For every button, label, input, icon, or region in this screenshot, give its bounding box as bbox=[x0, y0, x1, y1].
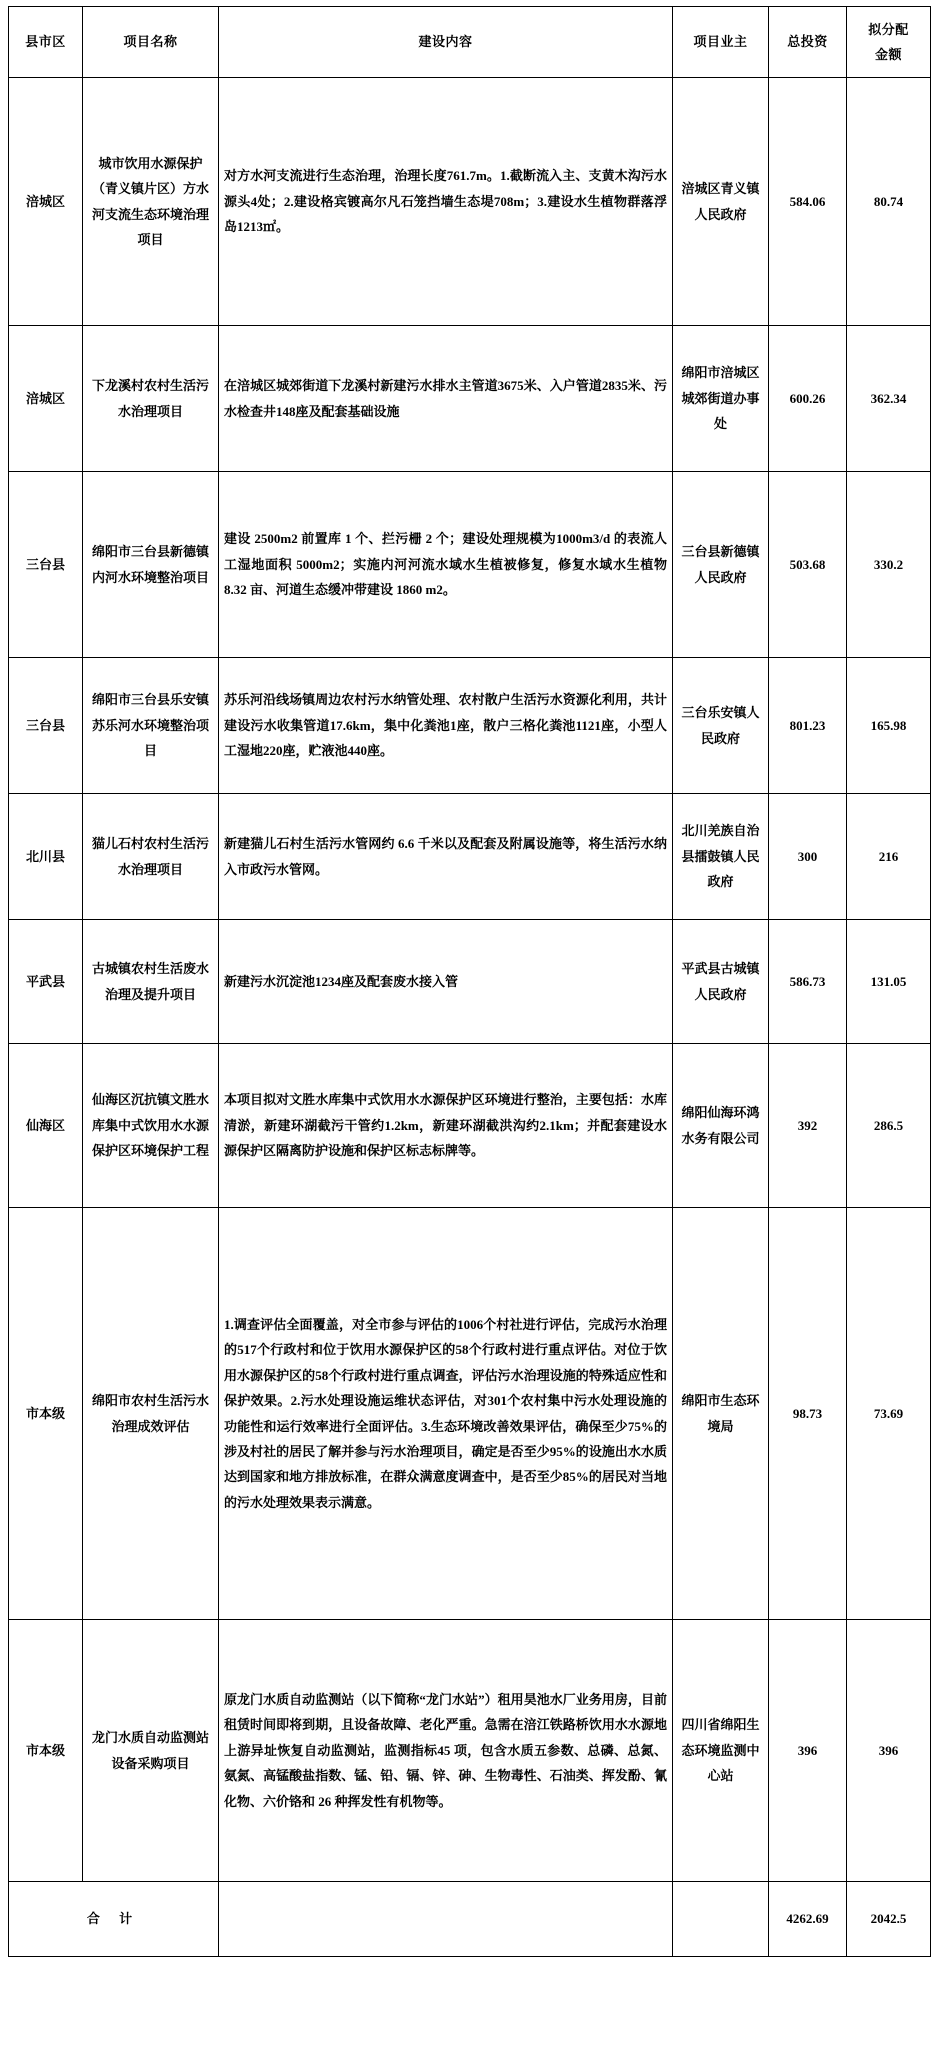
cell-construction-content: 新建猫儿石村生活污水管网约 6.6 千米以及配套及附属设施等，将生活污水纳入市政污水管网。 bbox=[219, 794, 673, 920]
cell-total-investment: 600.26 bbox=[769, 326, 847, 472]
cell-total-investment: 392 bbox=[769, 1044, 847, 1208]
total-investment-value: 4262.69 bbox=[769, 1882, 847, 1957]
cell-project-owner: 绵阳仙海环鸿水务有限公司 bbox=[673, 1044, 769, 1208]
cell-total-investment: 503.68 bbox=[769, 472, 847, 658]
header-project-owner: 项目业主 bbox=[673, 7, 769, 78]
cell-county: 市本级 bbox=[9, 1620, 83, 1882]
cell-project-name: 绵阳市农村生活污水治理成效评估 bbox=[83, 1208, 219, 1620]
cell-project-name: 城市饮用水源保护（青义镇片区）方水河支流生态环境治理项目 bbox=[83, 78, 219, 326]
cell-planned-allocation: 396 bbox=[847, 1620, 931, 1882]
cell-planned-allocation: 330.2 bbox=[847, 472, 931, 658]
cell-project-name: 猫儿石村农村生活污水治理项目 bbox=[83, 794, 219, 920]
cell-total-investment: 586.73 bbox=[769, 920, 847, 1044]
cell-project-owner: 三台县新德镇人民政府 bbox=[673, 472, 769, 658]
cell-construction-content: 新建污水沉淀池1234座及配套废水接入管 bbox=[219, 920, 673, 1044]
cell-construction-content: 1.调查评估全面覆盖，对全市参与评估的1006个村社进行评估，完成污水治理的517个行政村和位于饮用水源保护区的58个行政村进行重点评估。对位于饮用水源保护区的58个行政村进行重点调查，评估污水治理设施的特殊适应性和保护效果。2.污水处理设施运维状态评估，对301个农村集中污水处理设施的功能性和运行效率进行全面评估。3.生态环境改善效果评估，确保至少75%的涉及村社的居民了解并参与污水治理项目，确定是否至少95%的设施出水水质达到国家和地方排放标准，在群众满意度调查中，是否至少85%的居民对当地的污水处理效果表示满意。 bbox=[219, 1208, 673, 1620]
cell-county: 三台县 bbox=[9, 658, 83, 794]
cell-project-owner: 绵阳市生态环境局 bbox=[673, 1208, 769, 1620]
project-allocation-table bbox=[8, 6, 931, 1957]
cell-project-owner: 平武县古城镇人民政府 bbox=[673, 920, 769, 1044]
header-row bbox=[9, 7, 931, 78]
cell-planned-allocation: 131.05 bbox=[847, 920, 931, 1044]
cell-total-investment: 584.06 bbox=[769, 78, 847, 326]
cell-planned-allocation: 165.98 bbox=[847, 658, 931, 794]
total-row bbox=[9, 1882, 931, 1957]
header-planned-allocation-line2: 金额 bbox=[874, 47, 902, 62]
cell-county: 北川县 bbox=[9, 794, 83, 920]
cell-planned-allocation: 286.5 bbox=[847, 1044, 931, 1208]
cell-project-owner: 北川羌族自治县擂鼓镇人民政府 bbox=[673, 794, 769, 920]
cell-county: 平武县 bbox=[9, 920, 83, 1044]
cell-planned-allocation: 80.74 bbox=[847, 78, 931, 326]
cell-county: 三台县 bbox=[9, 472, 83, 658]
header-project-name: 项目名称 bbox=[83, 7, 219, 78]
table-row bbox=[9, 920, 931, 1044]
table-row bbox=[9, 794, 931, 920]
header-total-investment: 总投资 bbox=[769, 7, 847, 78]
cell-project-name: 龙门水质自动监测站设备采购项目 bbox=[83, 1620, 219, 1882]
cell-construction-content: 苏乐河沿线场镇周边农村污水纳管处理、农村散户生活污水资源化利用，共计建设污水收集管道17.6km，集中化粪池1座，散户三格化粪池1121座，小型人工湿地220座，贮液池440座。 bbox=[219, 658, 673, 794]
table-row bbox=[9, 472, 931, 658]
header-planned-allocation-line1: 拟分配 bbox=[868, 21, 909, 37]
cell-project-owner: 绵阳市涪城区城郊街道办事处 bbox=[673, 326, 769, 472]
cell-planned-allocation: 362.34 bbox=[847, 326, 931, 472]
cell-project-name: 仙海区沉抗镇文胜水库集中式饮用水水源保护区环境保护工程 bbox=[83, 1044, 219, 1208]
total-label: 合 计 bbox=[9, 1882, 219, 1957]
cell-total-investment: 396 bbox=[769, 1620, 847, 1882]
header-construction-content: 建设内容 bbox=[219, 7, 673, 78]
total-allocation-value: 2042.5 bbox=[847, 1882, 931, 1957]
header-planned-allocation bbox=[847, 7, 931, 78]
table-row bbox=[9, 1044, 931, 1208]
table-row bbox=[9, 1208, 931, 1620]
total-content-spacer bbox=[219, 1882, 673, 1957]
cell-planned-allocation: 216 bbox=[847, 794, 931, 920]
table-row bbox=[9, 658, 931, 794]
cell-project-owner: 三台乐安镇人民政府 bbox=[673, 658, 769, 794]
cell-county: 市本级 bbox=[9, 1208, 83, 1620]
cell-project-name: 下龙溪村农村生活污水治理项目 bbox=[83, 326, 219, 472]
cell-construction-content: 原龙门水质自动监测站（以下简称“龙门水站”）租用昊池水厂业务用房，目前租赁时间即将到期，且设备故障、老化严重。急需在涪江铁路桥饮用水水源地上游异址恢复自动监测站，监测指标45 项，包含水质五参数、总磷、总氮、氨氮、高锰酸盐指数、锰、铅、镉、锌、砷、生物毒性、石油类、挥发酚、氰化物、六价铬和 26 种挥发性有机物等。 bbox=[219, 1620, 673, 1882]
total-owner-spacer bbox=[673, 1882, 769, 1957]
cell-construction-content: 对方水河支流进行生态治理，治理长度761.7m。1.截断流入主、支黄木沟污水源头4处；2.建设格宾镀高尔凡石笼挡墙生态堤708m；3.建设水生植物群落浮岛1213㎡。 bbox=[219, 78, 673, 326]
cell-project-name: 绵阳市三台县新德镇内河水环境整治项目 bbox=[83, 472, 219, 658]
cell-county: 涪城区 bbox=[9, 78, 83, 326]
cell-total-investment: 801.23 bbox=[769, 658, 847, 794]
cell-total-investment: 98.73 bbox=[769, 1208, 847, 1620]
cell-project-owner: 涪城区青义镇人民政府 bbox=[673, 78, 769, 326]
cell-construction-content: 本项目拟对文胜水库集中式饮用水水源保护区环境进行整治，主要包括：水库清淤，新建环湖截污干管约1.2km，新建环湖截洪沟约2.1km；并配套建设水源保护区隔离防护设施和保护区标志标牌等。 bbox=[219, 1044, 673, 1208]
cell-project-owner: 四川省绵阳生态环境监测中心站 bbox=[673, 1620, 769, 1882]
cell-total-investment: 300 bbox=[769, 794, 847, 920]
table-body bbox=[9, 78, 931, 1957]
table-header bbox=[9, 7, 931, 78]
cell-project-name: 绵阳市三台县乐安镇苏乐河水环境整治项目 bbox=[83, 658, 219, 794]
cell-county: 仙海区 bbox=[9, 1044, 83, 1208]
header-county: 县市区 bbox=[9, 7, 83, 78]
table-row bbox=[9, 78, 931, 326]
table-row bbox=[9, 1620, 931, 1882]
cell-construction-content: 建设 2500m2 前置库 1 个、拦污栅 2 个；建设处理规模为1000m3/d 的表流人工湿地面积 5000m2；实施内河河流水域水生植被修复，修复水域水生植物 8.32 亩、河道生态缓冲带建设 1860 m2。 bbox=[219, 472, 673, 658]
table-row bbox=[9, 326, 931, 472]
cell-project-name: 古城镇农村生活废水治理及提升项目 bbox=[83, 920, 219, 1044]
cell-construction-content: 在涪城区城郊街道下龙溪村新建污水排水主管道3675米、入户管道2835米、污水检查井148座及配套基础设施 bbox=[219, 326, 673, 472]
cell-planned-allocation: 73.69 bbox=[847, 1208, 931, 1620]
cell-county: 涪城区 bbox=[9, 326, 83, 472]
